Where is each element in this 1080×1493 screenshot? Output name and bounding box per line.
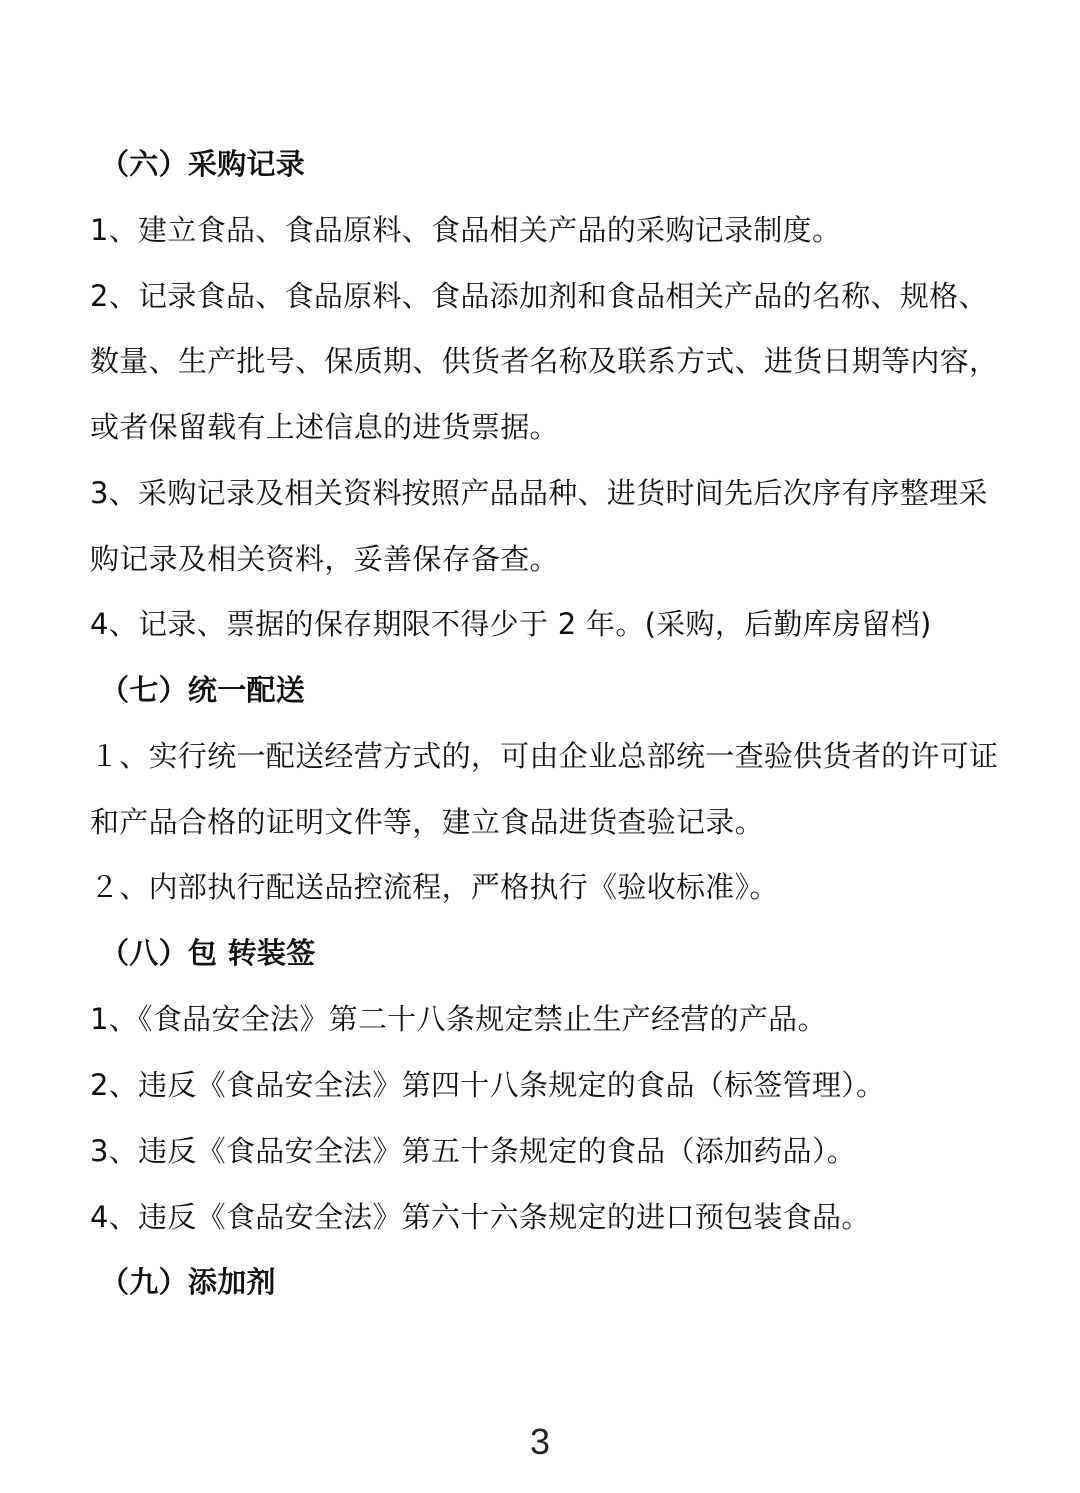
paragraph-line: 或者保留载有上述信息的进货票据。 [90,410,559,444]
paragraph-line: 3、违反《食品安全法》第五十条规定的食品（添加药品）。 [90,1134,857,1168]
section-heading-packaging-labels: （八）包 转装签 [100,936,316,970]
section-heading-purchase-records: （六）采购记录 [100,147,306,181]
page-number: 3 [529,1421,551,1462]
section-heading-additives: （九）添加剂 [100,1265,276,1299]
paragraph-line: ２、内部执行配送品控流程，严格执行《验收标准》。 [90,870,779,904]
paragraph-line: 4、违反《食品安全法》第六十六条规定的进口预包装食品。 [90,1200,871,1234]
paragraph-line: 购记录及相关资料，妥善保存备查。 [90,542,559,576]
paragraph-line: 2、记录食品、食品原料、食品添加剂和食品相关产品的名称、规格、 [90,279,988,313]
paragraph-line: 4、记录、票据的保存期限不得少于 2 年。(采购，后勤库房留档) [90,607,932,641]
paragraph-line: 2、违反《食品安全法》第四十八条规定的食品（标签管理）。 [90,1068,886,1102]
paragraph-line: 数量、生产批号、保质期、供货者名称及联系方式、进货日期等内容， [90,344,999,378]
paragraph-line: 1、建立食品、食品原料、食品相关产品的采购记录制度。 [90,213,842,247]
section-heading-unified-distribution: （七）统一配送 [100,673,306,707]
paragraph-line: 3、采购记录及相关资料按照产品品种、进货时间先后次序有序整理采 [90,476,988,510]
paragraph-line: 1、《食品安全法》第二十八条规定禁止生产经营的产品。 [90,1002,827,1036]
paragraph-line: １、实行统一配送经营方式的，可由企业总部统一查验供货者的许可证 [90,739,999,773]
paragraph-line: 和产品合格的证明文件等，建立食品进货查验记录。 [90,805,764,839]
